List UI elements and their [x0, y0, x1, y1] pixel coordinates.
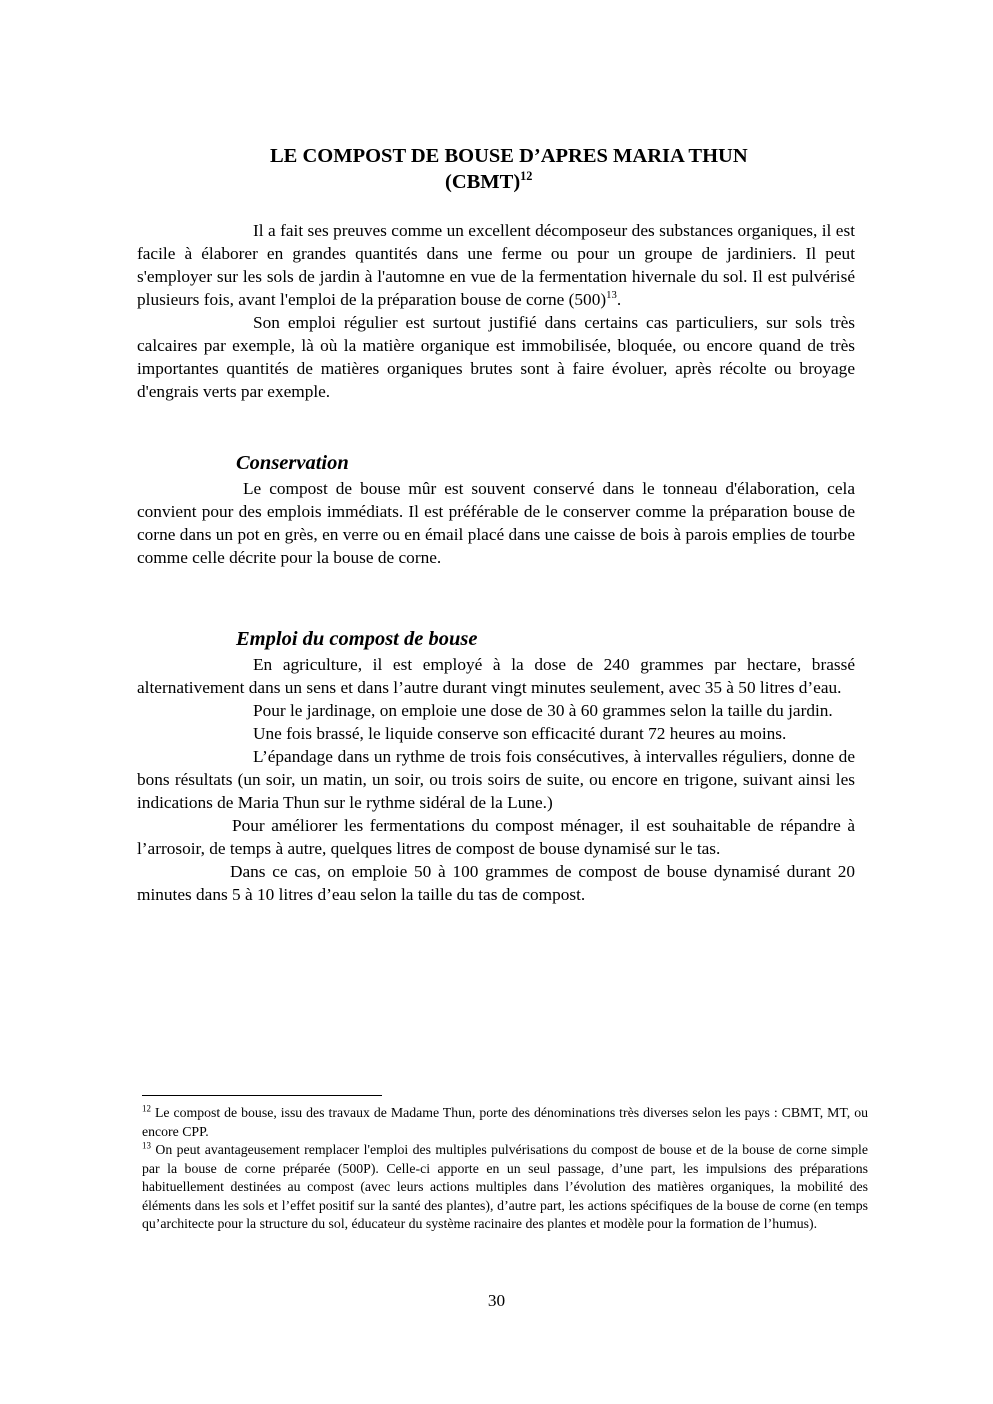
emploi-paragraph-4: L’épandage dans un rythme de trois fois consécutives, à intervalles réguliers, donne de bons résultats (un soir, un matin, un soir, ou trois soirs de suite, ou encore en trigone, suivant ainsi les indications de Maria Thun sur le rythme sidéral de la Lune.) [137, 747, 855, 812]
conservation-paragraph: Le compost de bouse mûr est souvent conservé dans le tonneau d'élaboration, cela convient pour des emplois immédiats. Il est préférable de le conserver comme la préparation bouse de corne dans un pot en grès, en verre ou en émail placé dans une caisse de bois à parois emplies de tourbe comme celle décrite pour la bouse de corne. [137, 479, 855, 567]
footnote-13-text: On peut avantageusement remplacer l'emploi des multiples pulvérisations du compost de bouse et de la bouse de corne simple par la bouse de corne préparée (500P). Celle-ci apporte en un seul passage, d’une part, les impulsions des préparations habituellement destinées au compost (avec leurs actions multiples dans l’évolution des matières organiques, la mobilité des éléments dans les sols et l’effet positif sur la santé des plantes), d’autre part, les actions spécifiques de la bouse de corne (en temps qu’architecte pour la structure du sol, éducateur du système racinaire des plantes et modèle pour la formation de l’humus). [142, 1142, 869, 1231]
footnote-separator [142, 1095, 382, 1096]
footnote-12-number: 12 [142, 1103, 151, 1114]
emploi-paragraph-5: Pour améliorer les fermentations du compost ménager, il est souhaitable de répandre à l’arrosoir, de temps à autre, quelques litres de compost de bouse dynamisé sur le tas. [137, 816, 855, 858]
title-line-1: LE COMPOST DE BOUSE D’APRES MARIA THUN [270, 145, 748, 167]
emploi-heading: Emploi du compost de bouse [236, 628, 478, 650]
footnote-13 [142, 1141, 868, 1234]
footnotes [142, 1104, 868, 1234]
title-acronym: (CBMT) [445, 171, 521, 193]
intro-section [137, 219, 855, 403]
intro-paragraph-1 [137, 219, 855, 311]
emploi-paragraph-6: Dans ce cas, on emploie 50 à 100 grammes de compost de bouse dynamisé durant 20 minutes dans 5 à 10 litres d’eau selon la taille du tas de compost. [137, 862, 855, 904]
intro-paragraph-1-end: . [616, 290, 622, 309]
emploi-paragraph-1: En agriculture, il est employé à la dose de 240 grammes par hectare, brassé alternativement dans un sens et dans l’autre durant vingt minutes seulement, avec 35 à 50 litres d’eau. [137, 655, 855, 697]
footnote-ref-13: 13 [606, 289, 617, 302]
emploi-paragraph-3: Une fois brassé, le liquide conserve son efficacité durant 72 heures au moins. [253, 724, 787, 743]
intro-paragraph-1-text: Il a fait ses preuves comme un excellent décomposeur des substances organiques, il est facile à élaborer en grandes quantités dans une ferme ou pour un groupe de jardiniers. Il peut s'employer sur les sols de jardin à l'automne en vue de la fermentation hivernale du sol. Il est pulvérisé plusieurs fois, avant l'emploi de la préparation bouse de corne (500) [137, 221, 855, 309]
page-title [137, 143, 855, 195]
conservation-heading: Conservation [236, 452, 349, 474]
intro-paragraph-2: Son emploi régulier est surtout justifié dans certains cas particuliers, sur sols très calcaires par exemple, là où la matière organique est immobilisée, bloquée, ou encore quand de très importantes quantités de matières organiques brutes sont à faire évoluer, après récolte ou broyage d'engrais verts par exemple. [137, 313, 855, 401]
footnote-12-text: Le compost de bouse, issu des travaux de Madame Thun, porte des dénominations très diverses selon les pays : CBMT, MT, ou encore CPP. [142, 1105, 868, 1139]
footnote-12 [142, 1104, 868, 1141]
emploi-section [137, 653, 855, 906]
conservation-section [137, 477, 855, 569]
emploi-paragraph-2: Pour le jardinage, on emploie une dose de 30 à 60 grammes selon la taille du jardin. [253, 701, 833, 720]
title-line-2 [137, 169, 855, 195]
page-number: 30 [487, 1291, 506, 1310]
footnote-13-number: 13 [142, 1140, 151, 1151]
footnote-ref-12: 12 [520, 169, 533, 184]
